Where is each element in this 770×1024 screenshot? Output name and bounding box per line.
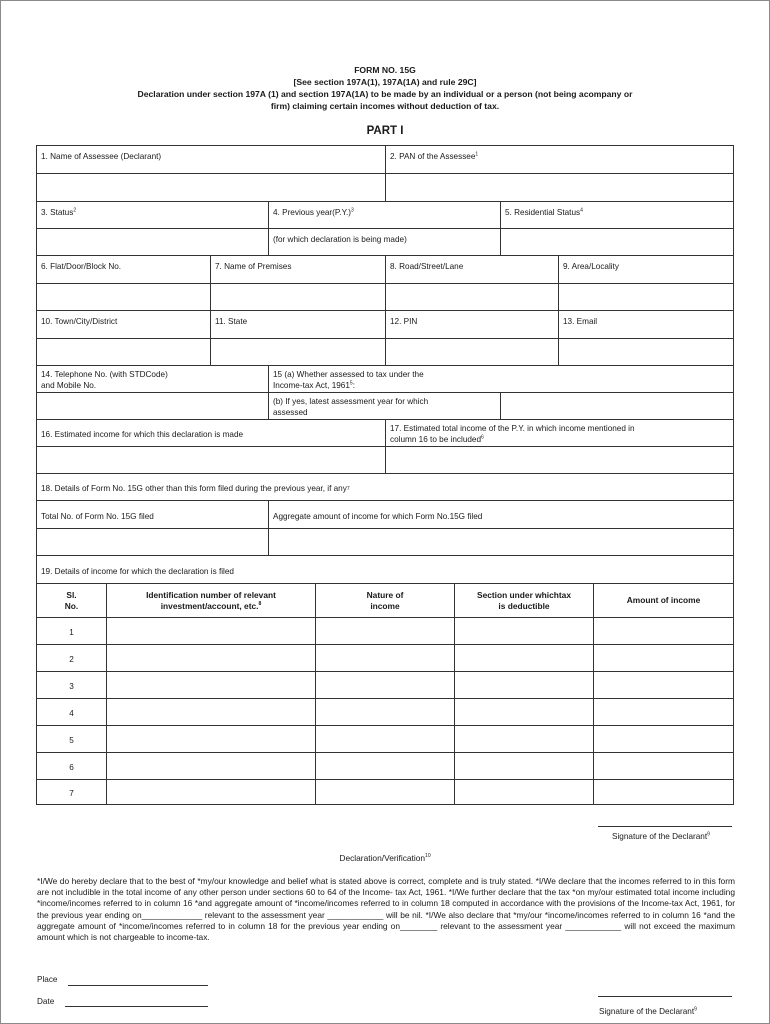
amount-cell[interactable] <box>593 617 734 645</box>
nature-of-income-cell[interactable] <box>315 671 455 699</box>
section-cell[interactable] <box>454 671 594 699</box>
road-street-lane-field[interactable] <box>385 283 559 311</box>
amount-cell[interactable] <box>593 671 734 699</box>
section-cell[interactable] <box>454 725 594 753</box>
pan-field[interactable] <box>385 173 734 202</box>
row-number: 5 <box>36 725 107 753</box>
flat-door-block-field[interactable] <box>36 283 211 311</box>
identification-number-cell[interactable] <box>106 698 316 726</box>
part-heading: PART I <box>366 125 404 137</box>
previous-year-note: (for which declaration is being made) <box>273 235 407 244</box>
amount-cell[interactable] <box>593 644 734 672</box>
row-number: 4 <box>36 698 107 726</box>
town-city-district-field[interactable] <box>36 338 211 366</box>
status-field[interactable] <box>36 228 269 256</box>
section-cell[interactable] <box>454 698 594 726</box>
estimated-income-field[interactable] <box>36 446 386 474</box>
email-field[interactable] <box>558 338 734 366</box>
signature-label: Signature of the Declarant$^9$ <box>599 1006 697 1016</box>
label-estimated-income: 16. Estimated income for which this declaration is made <box>36 419 386 447</box>
label-pan: 2. PAN of the Assessee$^1$ <box>385 145 734 174</box>
section-cell[interactable] <box>454 644 594 672</box>
nature-of-income-cell[interactable] <box>315 752 455 780</box>
label-name-of-premises: 7. Name of Premises <box>210 255 386 284</box>
telephone-field[interactable] <box>36 392 269 420</box>
latest-assessment-year-field[interactable] <box>500 392 734 420</box>
row-number: 2 <box>36 644 107 672</box>
declaration-title: Declaration/Verification$^{10}$ <box>339 853 431 863</box>
nature-of-income-cell[interactable] <box>315 725 455 753</box>
previous-year-field[interactable] <box>268 228 501 256</box>
pin-field[interactable] <box>385 338 559 366</box>
label-road-street-lane: 8. Road/Street/Lane <box>385 255 559 284</box>
label-telephone: 14. Telephone No. (with STDCode) and Mobile No. <box>36 365 269 393</box>
label-state: 11. State <box>210 310 386 339</box>
residential-status-field[interactable] <box>500 228 734 256</box>
label-aggregate-amount: Aggregate amount of income for which Form No.15G filed <box>268 500 734 529</box>
column-header-nature-of-income: Nature of income <box>315 583 455 618</box>
place-field[interactable] <box>68 985 208 986</box>
identification-number-cell[interactable] <box>106 671 316 699</box>
nature-of-income-cell[interactable] <box>315 779 455 805</box>
label-other-form-15g: 18. Details of Form No. 15G other than this form filed during the previous year, if any 7 <box>36 473 734 501</box>
form-header <box>40 64 730 112</box>
label-previous-year: 4. Previous $year(P.Y.)^3$ <box>268 201 501 229</box>
amount-cell[interactable] <box>593 725 734 753</box>
label-status: 3. Status$^2$ <box>36 201 269 229</box>
state-field[interactable] <box>210 338 386 366</box>
label-pin: 12. PIN <box>385 310 559 339</box>
aggregate-amount-field[interactable] <box>268 528 734 556</box>
estimated-total-income-field[interactable] <box>385 446 734 474</box>
label-town-city-district: 10. Town/City/District <box>36 310 211 339</box>
row-number: 1 <box>36 617 107 645</box>
column-header-amount: Amount of income <box>593 583 734 618</box>
identification-number-cell[interactable] <box>106 779 316 805</box>
nature-of-income-cell[interactable] <box>315 617 455 645</box>
section-cell[interactable] <box>454 752 594 780</box>
name-of-premises-field[interactable] <box>210 283 386 311</box>
total-forms-filed-field[interactable] <box>36 528 269 556</box>
nature-of-income-cell[interactable] <box>315 644 455 672</box>
declaration-text: *I/We do hereby declare that to the best of *my/our knowledge and belief what is stated above is correct, complete and is truly stated. *I/We declare that the incomes referred to in this form are not includible in the total income of any other person under sections 60 to 64 of the Income- tax Act, 1961. *I/We further declare that the tax *on my/our estimated total income including *income/incomes referred to in column 16 *and aggregate amount of *income/incomes referred to in column 18 computed in accordance with the provisions of the Income-tax Act, 1961, for the previous year ending on_____________ relevant to the assessment year ____________ will be nil. *I/We also declare that *my/our *income/incomes referred to in column 16 *and the aggregate amount of *income/incomes referred to in column 18 for the previous year ending on________ relevant to the assessment year ____________ will not exceed the maximum amount which is not chargeable to income-tax. <box>37 876 735 943</box>
section-cell[interactable] <box>454 617 594 645</box>
identification-number-cell[interactable] <box>106 752 316 780</box>
label-email: 13. Email <box>558 310 734 339</box>
label-name-of-assessee: 1. Name of Assessee (Declarant) <box>36 145 386 174</box>
label-latest-assessment-year: (b) If yes, latest assessment year for which assessed <box>268 392 501 420</box>
date-field[interactable] <box>65 1006 208 1007</box>
place-label: Place <box>37 975 58 984</box>
form-subtitle: [See section 197A(1), 197A(1A) and rule 29C] <box>293 77 477 87</box>
label-residential-status: 5. Residential Status$^4$ <box>500 201 734 229</box>
name-of-assessee-field[interactable] <box>36 173 386 202</box>
form-title: FORM NO. 15G <box>354 65 416 75</box>
label-assessed-to-tax: 15 (a) Whether assessed to tax under the Income-tax Act, 1961$^5$: <box>268 365 734 393</box>
amount-cell[interactable] <box>593 752 734 780</box>
row-number: 3 <box>36 671 107 699</box>
signature-line[interactable] <box>598 826 732 827</box>
label-total-forms-filed: Total No. of Form No. 15G filed <box>36 500 269 529</box>
identification-number-cell[interactable] <box>106 644 316 672</box>
amount-cell[interactable] <box>593 779 734 805</box>
label-area-locality: 9. Area/Locality <box>558 255 734 284</box>
row-number: 7 <box>36 779 107 805</box>
section-cell[interactable] <box>454 779 594 805</box>
column-header-section: Section under whichtax is deductible <box>454 583 594 618</box>
form-description-line-2: firm) claiming certain incomes without deduction of tax. <box>270 101 500 111</box>
nature-of-income-cell[interactable] <box>315 698 455 726</box>
label-flat-door-block: 6. Flat/Door/Block No. <box>36 255 211 284</box>
column-header-sl-no: Sl. No. <box>36 583 107 618</box>
signature-line[interactable] <box>598 996 732 997</box>
amount-cell[interactable] <box>593 698 734 726</box>
row-number: 6 <box>36 752 107 780</box>
label-estimated-total-income: 17. Estimated total income of the P.Y. in which income mentioned in column 16 to be included$^6$ <box>385 419 734 447</box>
identification-number-cell[interactable] <box>106 617 316 645</box>
column-header-identification-number: Identification number of relevant investment/account, etc.$^8$ <box>106 583 316 618</box>
label-income-details: 19. Details of income for which the declaration is filed <box>36 555 734 584</box>
date-label: Date <box>37 997 55 1006</box>
identification-number-cell[interactable] <box>106 725 316 753</box>
area-locality-field[interactable] <box>558 283 734 311</box>
form-description-line-1: Declaration under section 197A (1) and section 197A(1A) to be made by an individual or a person (not being acompany or <box>137 89 633 99</box>
signature-label: Signature of the Declarant$^9$ <box>612 831 710 841</box>
